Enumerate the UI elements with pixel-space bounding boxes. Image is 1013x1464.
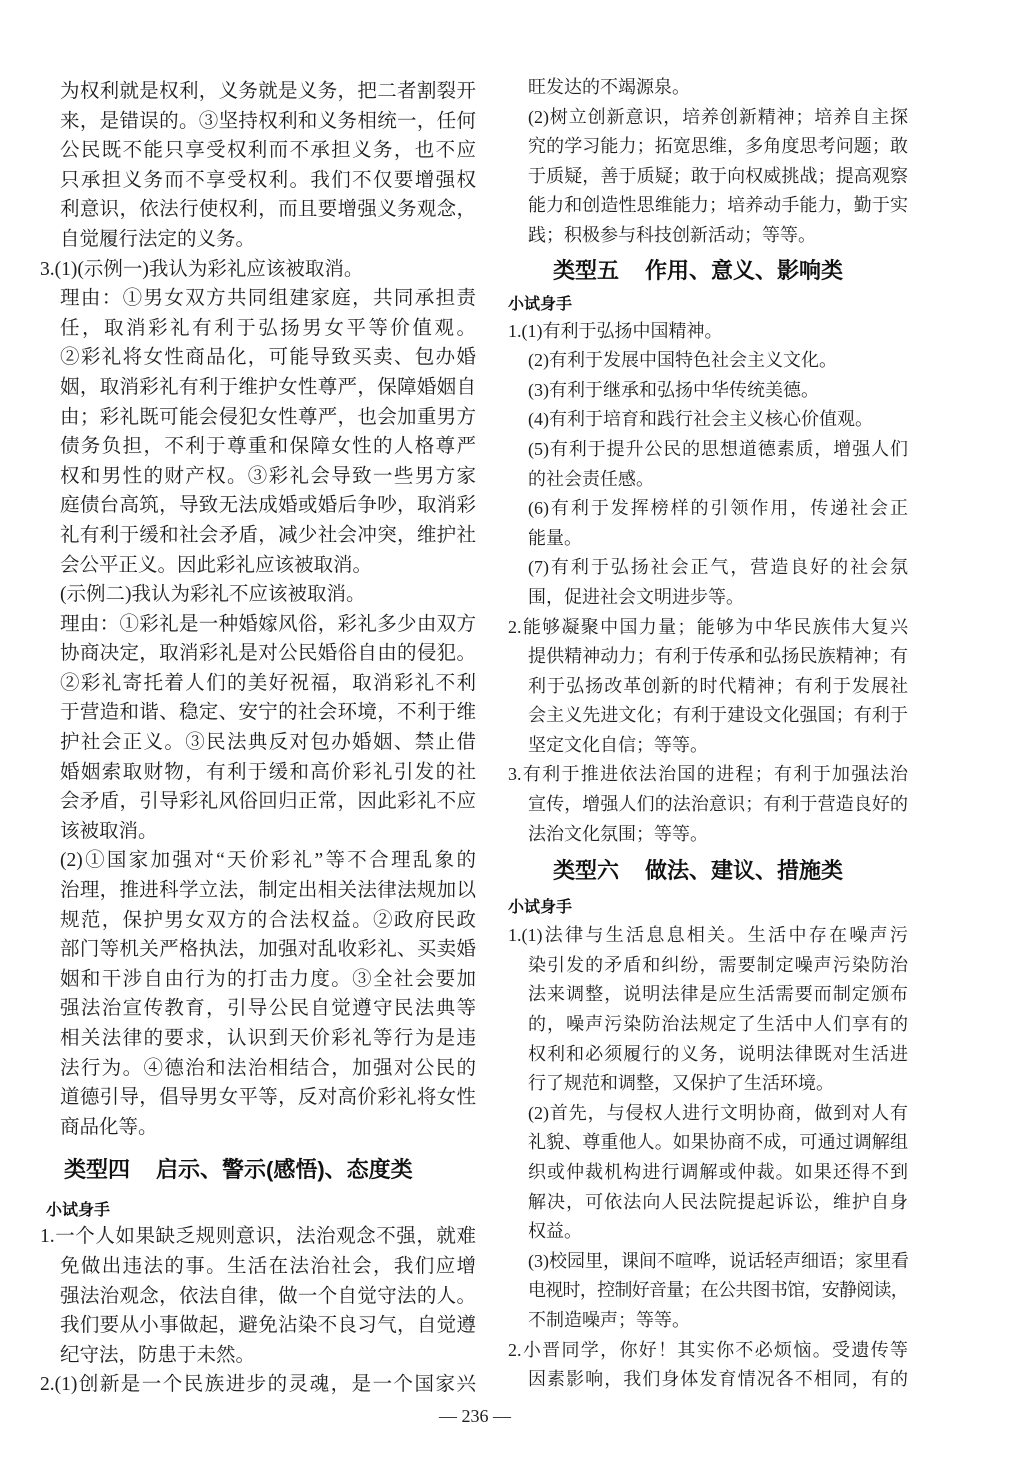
- text-line: 因素影响，我们身体发育情况各不相同，有的: [528, 1369, 908, 1390]
- text-line: (2)有利于发展中国特色社会主义文化。: [528, 350, 837, 371]
- section-heading-type-6: [508, 849, 908, 889]
- text-line: 自觉履行法定的义务。: [60, 228, 256, 250]
- text-line: 电视时，控制好音量；在公共图书馆，安静阅读，: [528, 1280, 908, 1301]
- question-line: 1.一个人如果缺乏规则意识，法治观念不强，就难: [40, 1226, 476, 1248]
- text-line: 法行为。④德治和法治相结合，加强对公民的: [60, 1057, 476, 1079]
- text-line: 坚定文化自信；等等。: [528, 734, 708, 755]
- text-line: 究的学习能力；拓宽思维，多角度思考问题；敢: [528, 136, 908, 157]
- practice-label: 小试身手: [46, 1201, 111, 1219]
- question-line: 3.(1)(示例一)我认为彩礼应该被取消。: [40, 258, 364, 280]
- text-line: 姻，取消彩礼有利于维护女性尊严，保障婚姻自: [60, 376, 476, 398]
- question-line: 1.(1)法律与生活息息相关。生活中存在噪声污: [508, 925, 908, 946]
- text-line: 公民既不能只享受权利而不承担义务，也不应: [60, 140, 476, 162]
- section-heading-title: 做法、建议、措施类: [645, 857, 844, 883]
- text-line: 利意识，依法行使权利，而且要增强义务观念，: [60, 199, 476, 221]
- text-line: 于质疑，善于质疑；敢于向权威挑战；提高观察: [528, 165, 908, 186]
- text-line: 只承担义务而不享受权利。我们不仅要增强权: [60, 169, 476, 191]
- text-line: 解决，可依法向人民法院提起诉讼，维护自身: [528, 1191, 908, 1212]
- text-line: 免做出违法的事。生活在法治社会，我们应增: [60, 1255, 476, 1277]
- text-line: 宣传，增强人们的法治意识；有利于营造良好的: [528, 794, 908, 815]
- section-heading-type-5: [508, 251, 908, 289]
- text-line: 礼貌、尊重他人。如果协商不成，可通过调解组: [528, 1132, 908, 1153]
- text-line: 染引发的矛盾和纠纷，需要制定噪声污染防治: [528, 954, 908, 975]
- section-heading-label: 类型五: [553, 258, 620, 284]
- section-heading-type-4: [40, 1142, 476, 1194]
- text-line: ②彩礼寄托着人们的美好祝福，取消彩礼不利: [60, 672, 476, 694]
- text-line: 协商决定，取消彩礼是对公民婚俗自由的侵犯。: [60, 643, 476, 665]
- practice-label: 小试身手: [508, 296, 573, 314]
- text-line: 护社会正义。③民法典反对包办婚姻、禁止借: [60, 732, 476, 754]
- text-line: (2)树立创新意识，培养创新精神；培养自主探: [528, 106, 908, 127]
- section-heading-title: 启示、警示(感悟)、态度类: [156, 1156, 413, 1182]
- text-line: 织或仲裁机构进行调解或仲裁。如果还得不到: [528, 1162, 908, 1182]
- text-line: 强法治观念，依法自律，做一个自觉守法的人。: [60, 1285, 476, 1307]
- text-line: 为权利就是权利，义务就是义务，把二者割裂开: [60, 81, 476, 102]
- text-line: 会矛盾，引导彩礼风俗回归正常，因此彩礼不应: [60, 791, 476, 813]
- question-line: 2.(1)创新是一个民族进步的灵魂，是一个国家兴: [40, 1374, 476, 1396]
- text-line: 强法治宣传教育，引导公民自觉遵守民法典等: [60, 998, 476, 1020]
- section-heading-title: 作用、意义、影响类: [645, 258, 844, 284]
- text-line: 权利和必须履行的义务，说明法律既对生活进: [528, 1043, 908, 1064]
- left-column: [40, 77, 476, 1400]
- text-line: 权益。: [528, 1221, 582, 1242]
- text-line: 相关法律的要求，认识到天价彩礼等行为是违: [60, 1028, 476, 1049]
- text-line: 规范，保护男女双方的合法权益。②政府民政: [60, 909, 476, 931]
- text-line: (7)有利于弘扬社会正气，营造良好的社会氛: [528, 557, 908, 578]
- text-line: (示例二)我认为彩礼不应该被取消。: [60, 584, 366, 606]
- question-line: 2.能够凝聚中国力量；能够为中华民族伟大复兴: [508, 616, 908, 637]
- right-column: [508, 73, 908, 1395]
- text-line: (3)有利于继承和弘扬中华传统美德。: [528, 379, 819, 400]
- text-line: 由；彩礼既可能会侵犯女性尊严，也会加重男方: [60, 406, 476, 428]
- text-line: 礼有利于缓和社会矛盾，减少社会冲突，维护社: [60, 524, 476, 546]
- text-line: 会主义先进文化；有利于建设文化强国；有利于: [528, 705, 908, 726]
- question-line: 1.(1)有利于弘扬中国精神。: [508, 320, 723, 341]
- text-line: 利于弘扬改革创新的时代精神；有利于发展社: [528, 675, 908, 696]
- text-line: 我们要从小事做起，避免沾染不良习气，自觉遵: [60, 1315, 476, 1337]
- text-line: ②彩礼将女性商品化，可能导致买卖、包办婚: [60, 347, 476, 369]
- text-line: 姻和干涉自由行为的打击力度。③全社会要加: [60, 968, 476, 990]
- text-line: 理由：①彩礼是一种婚嫁风俗，彩礼多少由双方: [60, 613, 476, 635]
- text-line: 纪守法，防患于未然。: [60, 1344, 256, 1366]
- text-line: (6)有利于发挥榜样的引领作用，传递社会正: [528, 498, 908, 519]
- text-line: 践；积极参与科技创新活动；等等。: [528, 224, 816, 245]
- text-line: (2)①国家加强对“天价彩礼”等不合理乱象的: [60, 850, 476, 872]
- text-line: 法治文化氛围；等等。: [528, 823, 708, 844]
- text-line: (4)有利于培育和践行社会主义核心价值观。: [528, 409, 873, 430]
- text-line: (5)有利于提升公民的思想道德素质，增强人们: [528, 438, 908, 459]
- text-line: 权和男性的财产权。③彩礼会导致一些男方家: [60, 465, 476, 487]
- text-line: 能量。: [528, 527, 582, 548]
- text-line: 部门等机关严格执法，加强对乱收彩礼、买卖婚: [60, 939, 476, 961]
- text-line: 庭债台高筑，导致无法成婚或婚后争吵，取消彩: [60, 495, 476, 517]
- text-line: 道德引导，倡导男女平等，反对高价彩礼将女性: [60, 1087, 476, 1109]
- text-line: 法来调整，说明法律是应生活需要而制定颁布: [528, 984, 908, 1005]
- text-line: 来，是错误的。③坚持权利和义务相统一，任何: [60, 110, 476, 132]
- text-line: 该被取消。: [60, 820, 158, 842]
- text-line: 提供精神动力；有利于传承和弘扬民族精神；有: [528, 646, 908, 667]
- section-heading-label: 类型四: [64, 1156, 131, 1182]
- text-line: 围，促进社会文明进步等。: [528, 586, 744, 607]
- text-line: 于营造和谐、稳定、安宁的社会环境，不利于维: [60, 702, 476, 724]
- text-line: 的，噪声污染防治法规定了生活中人们享有的: [528, 1014, 908, 1035]
- text-line: 债务负担，不利于尊重和保障女性的人格尊严: [60, 436, 476, 458]
- question-line: 3.有利于推进依法治国的进程；有利于加强法治: [508, 764, 908, 785]
- section-heading-label: 类型六: [553, 857, 620, 883]
- text-line: 旺发达的不竭源泉。: [528, 77, 690, 97]
- page-number: — 236 —: [439, 1406, 511, 1426]
- text-line: (3)校园里，课间不喧哗，说话轻声细语；家里看: [528, 1250, 909, 1271]
- practice-label: 小试身手: [508, 898, 573, 916]
- text-line: 行了规范和调整，又保护了生活环境。: [528, 1073, 834, 1094]
- text-line: 任，取消彩礼有利于弘扬男女平等价值观。: [60, 317, 476, 339]
- text-line: 理由：①男女双方共同组建家庭，共同承担责: [60, 288, 476, 310]
- text-line: 商品化等。: [60, 1116, 158, 1138]
- text-line: 治理，推进科学立法，制定出相关法律法规加以: [60, 880, 476, 902]
- question-line: 2.小晋同学，你好！其实你不必烦恼。受遗传等: [508, 1339, 908, 1360]
- text-line: 的社会责任感。: [528, 468, 654, 489]
- text-line: 婚姻索取财物，有利于缓和高价彩礼引发的社: [60, 761, 476, 783]
- text-line: (2)首先，与侵权人进行文明协商，做到对人有: [528, 1102, 908, 1123]
- text-line: 会公平正义。因此彩礼应该被取消。: [60, 554, 373, 576]
- text-line: 不制造噪声；等等。: [528, 1309, 690, 1330]
- text-line: 能力和创造性思维能力；培养动手能力，勤于实: [528, 195, 908, 216]
